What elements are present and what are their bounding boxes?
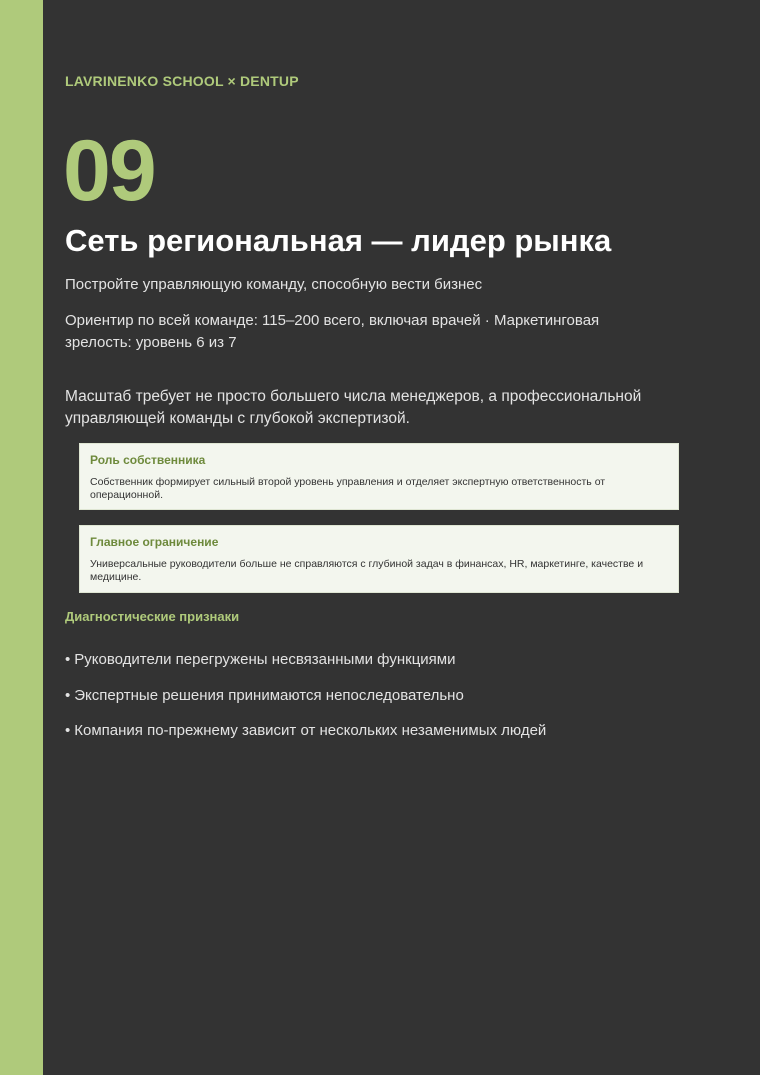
team-benchmark: Ориентир по всей команде: 115–200 всего, включая врачей · Маркетинговая зрелость: уровень 6 из 7 (65, 312, 600, 351)
diagnostic-signs-list (65, 650, 546, 757)
card-title: Главное ограничение (90, 535, 219, 549)
list-item-text: Экспертные решения принимаются непоследовательно (74, 686, 464, 704)
card-text: Универсальные руководители больше не справляются с глубиной задач в финансах, HR, маркетинге, качестве и медицине. (90, 558, 644, 583)
list-item (65, 686, 546, 722)
chapter-title: Сеть региональная — лидер рынка (65, 223, 612, 258)
diagnostic-signs-heading: Диагностические признаки (65, 609, 240, 624)
card-text: Собственник формирует сильный второй уровень управления и отделяет экспертную ответственность от операционной. (90, 476, 606, 501)
bullet-icon: • (65, 686, 71, 704)
list-item-text: Руководители перегружены несвязанными функциями (74, 651, 456, 668)
main-constraint-card (79, 525, 679, 593)
bullet-icon: • (65, 651, 71, 668)
list-item (65, 650, 546, 686)
intro-paragraph: Масштаб требует не просто большего числа менеджеров, а профессиональной управляющей команды с глубокой экспертизой. (65, 388, 642, 427)
list-item-text: Компания по-прежнему зависит от нескольких незаменимых людей (74, 722, 547, 739)
bullet-icon: • (65, 722, 71, 739)
card-title: Роль собственника (90, 453, 206, 467)
owner-role-card (79, 443, 679, 510)
chapter-number: 09 (63, 123, 155, 219)
list-item (65, 721, 546, 757)
accent-sidebar-bar (0, 0, 43, 1075)
chapter-subtitle: Постройте управляющую команду, способную вести бизнес (65, 276, 483, 293)
brand-header: LAVRINENKO SCHOOL × DENTUP (65, 73, 299, 89)
